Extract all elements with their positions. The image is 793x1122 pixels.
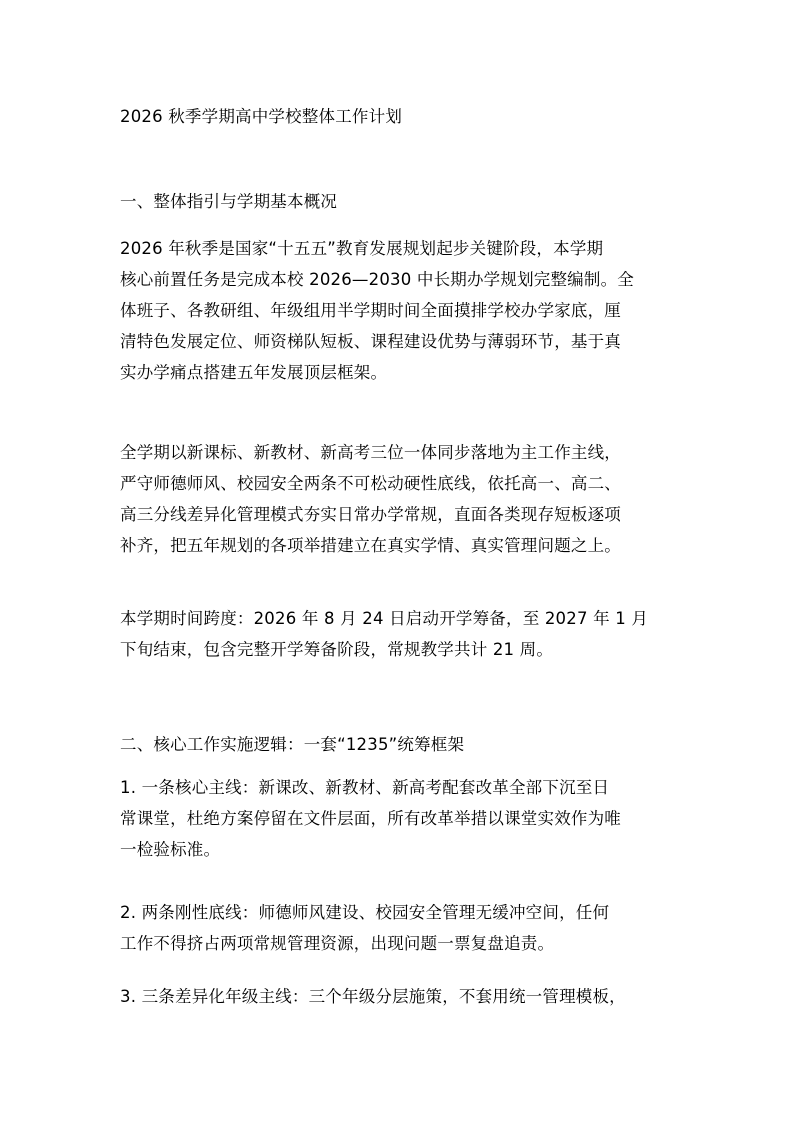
paragraph-line: 体班子、各教研组、年级组用半学期时间全面摸排学校办学家底，厘 — [120, 301, 621, 320]
paragraph-line: 全学期以新课标、新教材、新高考三位一体同步落地为主工作主线， — [120, 443, 621, 462]
section-1-heading — [120, 186, 680, 217]
list-item-line: 常课堂，杜绝方案停留在文件层面，所有改革举措以课堂实效作为唯 — [120, 809, 621, 828]
paragraph-line: 核心前置任务是完成本校 2026—2030 中长期办学规划完整编制。全 — [120, 270, 634, 289]
section-1-paragraph-3 — [120, 603, 680, 665]
section-1-paragraph-1 — [120, 233, 680, 388]
section-2-heading-text: 二、核心工作实施逻辑：一套“1235”统筹框架 — [120, 735, 465, 754]
paragraph-line: 清特色发展定位、师资梯队短板、课程建设优势与薄弱环节，基于真 — [120, 332, 621, 351]
section-1-heading-text: 一、整体指引与学期基本概况 — [120, 192, 338, 211]
paragraph-line: 补齐，把五年规划的各项举措建立在真实学情、真实管理问题之上。 — [120, 536, 621, 555]
list-item-3 — [120, 981, 680, 1012]
document-title-text: 2026 秋季学期高中学校整体工作计划 — [120, 107, 403, 126]
list-item-line: 一检验标准。 — [120, 840, 221, 859]
section-1-paragraph-2 — [120, 437, 680, 561]
list-item-1 — [120, 772, 680, 865]
section-2-heading — [120, 729, 680, 760]
paragraph-line: 2026 年秋季是国家“十五五”教育发展规划起步关键阶段，本学期 — [120, 239, 604, 258]
paragraph-line: 高三分线差异化管理模式夯实日常办学常规，直面各类现存短板逐项 — [120, 505, 621, 524]
list-item-line: 3. 三条差异化年级主线：三个年级分层施策，不套用统一管理模板， — [120, 987, 626, 1006]
paragraph-line: 实办学痛点搭建五年发展顶层框架。 — [120, 363, 388, 382]
list-item-line: 2. 两条刚性底线：师德师风建设、校园安全管理无缓冲空间，任何 — [120, 903, 610, 922]
list-item-line: 1. 一条核心主线：新课改、新教材、新高考配套改革全部下沉至日 — [120, 778, 610, 797]
paragraph-line: 本学期时间跨度：2026 年 8 月 24 日启动开学筹备，至 2027 年 1 月 — [120, 609, 649, 628]
paragraph-line: 严守师德师风、校园安全两条不可松动硬性底线，依托高一、高二、 — [120, 474, 621, 493]
document-title — [120, 101, 680, 132]
list-item-2 — [120, 897, 680, 959]
list-item-line: 工作不得挤占两项常规管理资源，出现问题一票复盘追责。 — [120, 934, 555, 953]
paragraph-line: 下旬结束，包含完整开学筹备阶段，常规教学共计 21 周。 — [120, 640, 554, 659]
